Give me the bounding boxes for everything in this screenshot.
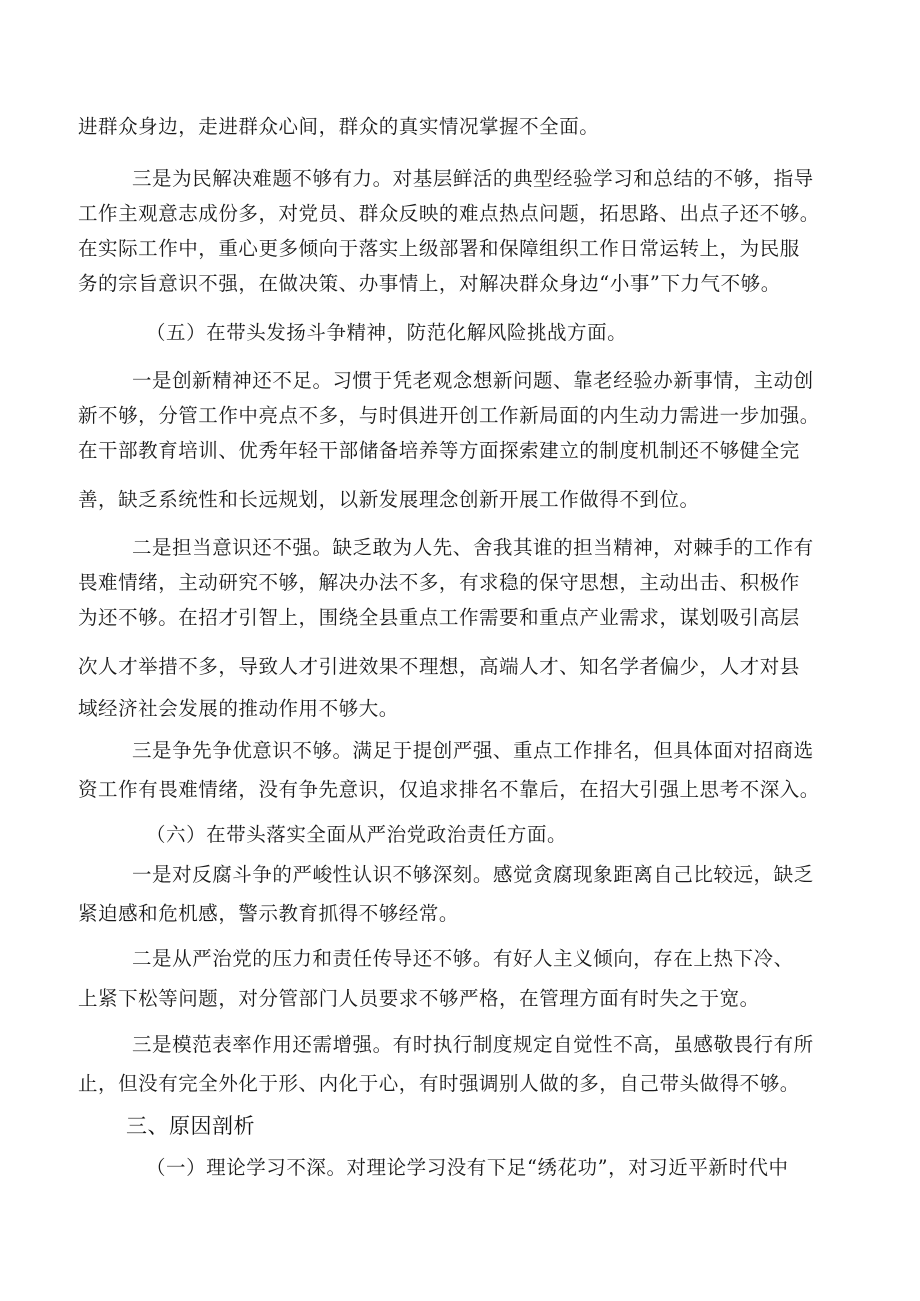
text-line: 资工作有畏难情绪，没有争先意识，仅追求排名不靠后，在招大引强上思考不深入。 xyxy=(78,778,820,801)
text-line: 次人才举措不多，导致人才引进效果不理想，高端人才、知名学者偏少，人才对县 xyxy=(78,655,800,678)
text-line: 二是从严治党的压力和责任传导还不够。有好人主义倾向，存在上热下冷、 xyxy=(132,947,794,970)
section-heading: （六）在带头落实全面从严治党政治责任方面。 xyxy=(146,823,568,846)
text-line: 三是模范表率作用还需增强。有时执行制度规定自觉性不高，虽感敬畏行有所 xyxy=(132,1033,814,1056)
text-line: 一是对反腐斗争的严峻性认识不够深刻。感觉贪腐现象距离自己比较远，缺乏 xyxy=(132,863,814,886)
text-line: 域经济社会发展的推动作用不够大。 xyxy=(78,697,399,720)
text-line: 工作主观意志成份多，对党员、群众反映的难点热点问题，拓思路、出点子还不够。 xyxy=(78,202,820,225)
text-line: 为还不够。在招才引智上，围绕全县重点工作需要和重点产业需求，谋划吸引高层 xyxy=(78,606,800,629)
text-line: 畏难情绪，主动研究不够，解决办法不多，有求稳的保守思想，主动出击、积极作 xyxy=(78,571,800,594)
text-line: 善，缺乏系统性和长远规划，以新发展理念创新开展工作做得不到位。 xyxy=(78,488,700,511)
chapter-heading: 三、原因剖析 xyxy=(126,1114,255,1138)
text-line: 进群众身边，走进群众心间，群众的真实情况掌握不全面。 xyxy=(78,115,600,138)
text-line: 三是争先争优意识不够。满足于提创严强、重点工作排名，但具体面对招商选 xyxy=(132,739,814,762)
text-line: 上紧下松等问题，对分管部门人员要求不够严格，在管理方面有时失之于宽。 xyxy=(78,987,760,1010)
text-line: 二是担当意识还不强。缺乏敢为人先、舍我其谁的担当精神，对棘手的工作有 xyxy=(132,536,814,559)
text-line: 新不够，分管工作中亮点不多，与时俱进开创工作新局面的内生动力需进一步加强。 xyxy=(78,404,820,427)
text-line: 三是为民解决难题不够有力。对基层鲜活的典型经验学习和总结的不够，指导 xyxy=(132,167,814,190)
text-line: 在实际工作中，重心更多倾向于落实上级部署和保障组织工作日常运转上，为民服 xyxy=(78,237,800,260)
text-line: 紧迫感和危机感，警示教育抓得不够经常。 xyxy=(78,902,459,925)
text-line: 务的宗旨意识不强，在做决策、办事情上，对解决群众身边“小事”下力气不够。 xyxy=(78,272,781,295)
text-line: 止，但没有完全外化于形、内化于心，有时强调别人做的多，自己带头做得不够。 xyxy=(78,1072,800,1095)
text-line: 在干部教育培训、优秀年轻干部储备培养等方面探索建立的制度机制还不够健全完 xyxy=(78,439,800,462)
text-line: 一是创新精神还不足。习惯于凭老观念想新问题、靠老经验办新事情，主动创 xyxy=(132,369,814,392)
text-line: （一）理论学习不深。对理论学习没有下足“绣花功”，对习近平新时代中 xyxy=(146,1156,789,1179)
section-heading: （五）在带头发扬斗争精神，防范化解风险挑战方面。 xyxy=(146,321,628,344)
